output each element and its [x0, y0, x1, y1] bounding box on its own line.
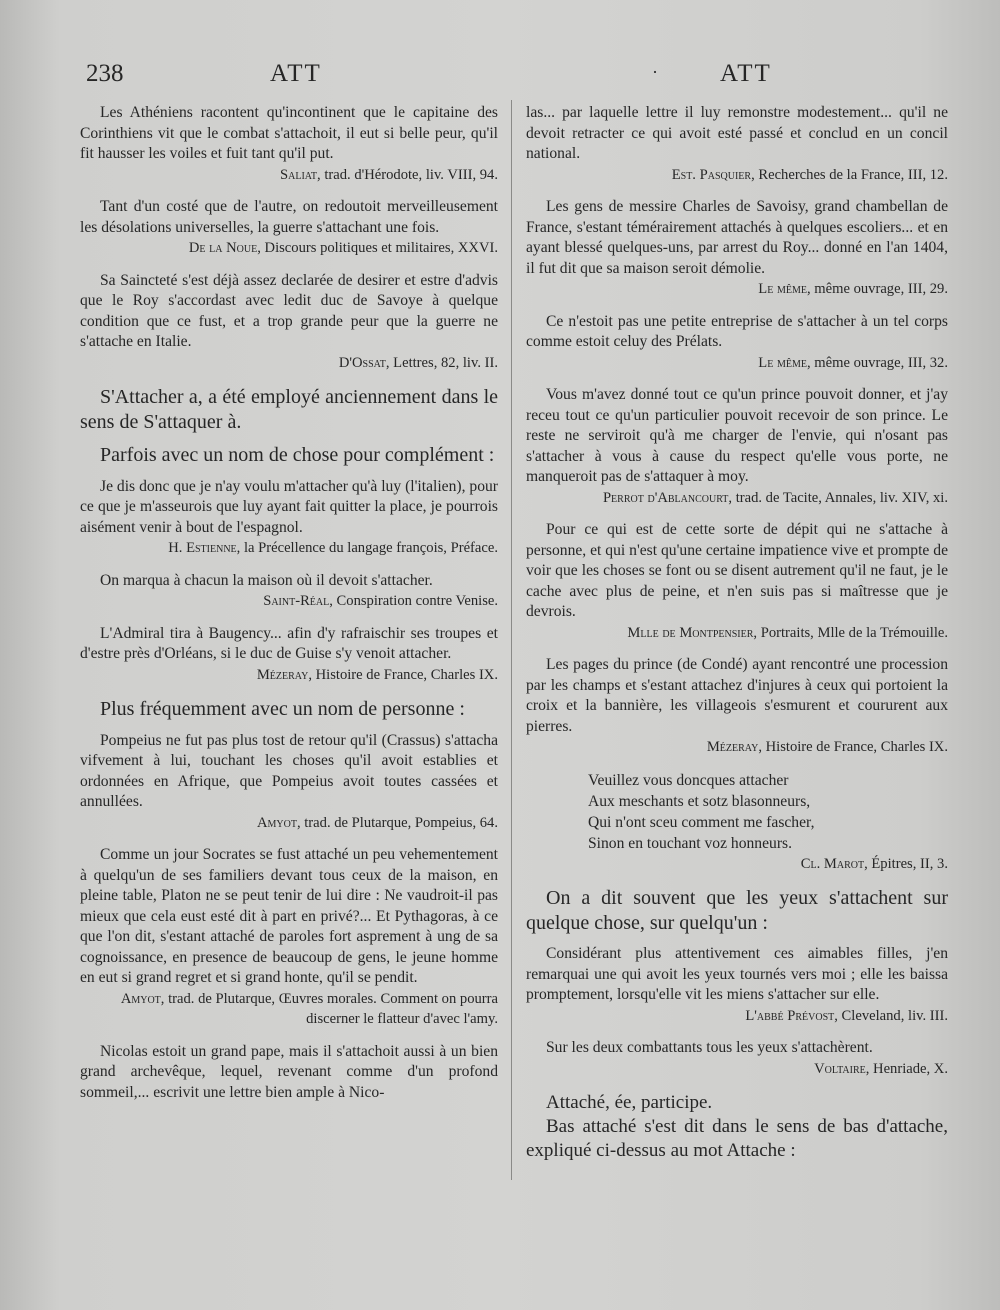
source-reference: , trad. de Plutarque, Œuvres morales. Comment on pourra discerner le flatteur d'avec l'amy.: [160, 990, 498, 1027]
citation-source: [80, 538, 498, 559]
usage-heading: Parfois avec un nom de chose pour complément :: [100, 444, 495, 466]
source-author: Le même: [758, 281, 807, 297]
citation-source: [526, 623, 948, 644]
usage-heading: On a dit souvent que les yeux s'attachent sur quelque chose, sur quelqu'un :: [526, 887, 948, 934]
citation-text: Considérant plus attentivement ces aimables filles, j'en remarquai une qui avoit les yeux tournés vers moi ; elle les baissa promptement, lorsqu'elle vit les miens s'attacher sur elle.: [526, 945, 948, 1003]
source-author: Mézeray: [256, 666, 309, 683]
source-author: Amyot: [120, 990, 161, 1007]
citation-text: On marqua à chacun la maison où il devoit s'attacher.: [100, 571, 433, 589]
citation-source: [80, 353, 498, 374]
source-author: Amyot: [256, 814, 297, 831]
citation-source: [526, 854, 948, 875]
source-author: D'Ossat: [338, 354, 386, 371]
running-header: [0, 60, 1000, 94]
source-author: Cl. Marot: [800, 855, 865, 872]
citation-text: Je dis donc que je n'ay voulu m'attacher qu'à luy (l'italien), pour ce que je m'asseurois que luy ayant fait quitter la place, je pourrois aisément venir à bout de l'espagnol.: [80, 477, 498, 536]
source-reference: , Histoire de France, Charles IX.: [758, 739, 948, 755]
source-reference: , même ouvrage, III, 29.: [806, 281, 948, 297]
left-running-head: ATT: [270, 60, 322, 87]
source-reference: , trad. d'Hérodote, liv. VIII, 94.: [317, 166, 498, 183]
citation-source: [80, 165, 498, 186]
right-running-head: ATT: [720, 60, 772, 87]
entry-text: Bas attaché s'est dit dans le sens de bas d'attache, expliqué ci-dessus au mot Attache :: [526, 1116, 948, 1161]
page-number: 238: [86, 60, 124, 87]
citation-text: Vous m'avez donné tout ce qu'un prince pouvoit donner, et j'ay receu tout ce qu'un particulier pouvoit recevoir de son prince. Le reste ne serviroit qu'à me charger de l'envie, qui n'osant pas s'attacher à vous à cause du respect qu'elle vous porte, ne manqueroit pas de s'attaquer à moy.: [526, 386, 948, 485]
source-reference: , trad. de Tacite, Annales, liv. XIV, xi.: [728, 489, 948, 506]
citation-source: [80, 665, 498, 686]
citation-text: Les pages du prince (de Condé) ayant rencontré une procession par les champs et s'estant attachez d'injures à ceux qui portoient la croix et la bannière, les villageois s'esmurent et coururent aux pierres.: [526, 656, 948, 735]
source-reference: , Conspiration contre Venise.: [329, 593, 498, 609]
source-author: Est. Pasquier: [671, 166, 752, 183]
source-author: Voltaire: [814, 1060, 866, 1077]
source-reference: , la Précellence du langage françois, Préface.: [236, 540, 498, 556]
citation-text: L'Admiral tira à Baugency... afin d'y rafraischir ses troupes et d'estre près d'Orléans, si le duc de Guise s'y venoit attacher.: [80, 624, 498, 662]
source-author: Perrot d'Ablancourt: [602, 489, 729, 506]
source-reference: , Portraits, Mlle de la Trémouille.: [753, 624, 948, 641]
citation-source: [526, 737, 948, 758]
citation-source: [526, 279, 948, 300]
source-reference: , Lettres, 82, liv. II.: [385, 354, 498, 371]
verse-line: Aux meschants et sotz blasonneurs,: [588, 792, 811, 810]
verse-line: Sinon en touchant voz honneurs.: [588, 834, 792, 852]
source-reference: , Épitres, II, 3.: [864, 855, 948, 872]
source-author: Mlle de Montpensier: [627, 624, 754, 641]
citation-text: Sa Saincteté s'est déjà assez declarée de desirer et estre d'advis que le Roy s'accordast avec ledit duc de Savoye à quelque condition que ce fust, et a trop grande peur que la guerre ne s'attache en Italie.: [80, 271, 498, 350]
citation-source: [80, 591, 498, 612]
source-author: Saliat: [280, 166, 318, 183]
citation-text: Pour ce qui est de cette sorte de dépit qui ne s'attache à personne, et qui n'est qu'une certaine impatience vive et prompte de voir que les choses se font ou se disent autrement qu'il ne faut, je le cache avec plus de peine, et n'en suis pas si maîtresse que je devrois.: [526, 521, 948, 620]
verse-line: Veuillez vous doncques attacher: [588, 771, 789, 789]
header-dot: ·: [652, 62, 658, 82]
verse-line: Qui n'ont sceu comment me fascher,: [588, 813, 815, 831]
citation-source: [526, 1006, 948, 1027]
source-reference: , Cleveland, liv. III.: [834, 1007, 948, 1024]
citation-text: Ce n'estoit pas une petite entreprise de s'attacher à un tel corps comme estoit celuy des Prélats.: [526, 312, 948, 350]
verse-quote: [588, 770, 948, 854]
source-author: De la Noue: [188, 240, 258, 256]
citation-text: Comme un jour Socrates se fust attaché un peu vehementement à quelqu'un de ses familiers devant tous ceux de la maison, en pleine table, Platon ne se peut tenir de lui dire : Ne vaudroit-il pas mieux que cela eust esté dit à part en privé?... Et Pythagoras, à ce que l'on dit, s'estant attaché de paroles fort asprement à ung de sa cognoissance, en presence de beaucoup de gens, le jeune homme en eut si grand regret et si grand honte, qu'il se pendit.: [80, 846, 498, 986]
source-author: L'abbé Prévost: [745, 1007, 835, 1024]
source-reference: , Histoire de France, Charles IX.: [308, 666, 498, 683]
source-reference: , Recherches de la France, III, 12.: [751, 166, 948, 183]
source-author: Mézeray: [706, 739, 759, 755]
citation-text: Nicolas estoit un grand pape, mais il s'attachoit aussi à un bien grand archevêque, lequel, revenant comme d'un profond sommeil,... escrivit une lettre bien ample à Nico-: [80, 1042, 498, 1101]
citation-text: Sur les deux combattants tous les yeux s'attachèrent.: [546, 1039, 873, 1056]
citation-text: Tant d'un costé que de l'autre, on redoutoit merveilleusement les désolations universelles, la guerre s'attachant une fois.: [80, 198, 498, 236]
source-reference: , Henriade, X.: [865, 1060, 948, 1077]
right-column: [526, 103, 948, 1163]
citation-text: Les gens de messire Charles de Savoisy, grand chambellan de France, s'estant témérairement attachés à quelques escoliers... et en ayant blessé quelques-uns, par arrest du Roy... donné en l'an 1404, il fut dit que sa maison seroit démolie.: [526, 198, 948, 277]
source-author: Saint-Réal: [263, 593, 330, 609]
source-reference: , trad. de Plutarque, Pompeius, 64.: [296, 814, 498, 831]
citation-source: [80, 238, 498, 259]
citation-source: [526, 488, 948, 509]
citation-source: [80, 989, 498, 1030]
column-divider: [511, 100, 512, 1180]
citation-text: Pompeius ne fut pas plus tost de retour qu'il (Crassus) s'attacha vifvement à lui, touchant les choses qu'il avoit establies et ordonnées en Afrique, que Pompeius avoit toutes cassées et annullées.: [80, 731, 498, 810]
source-author: H. Estienne: [168, 540, 237, 556]
source-reference: , Discours politiques et militaires, XXVI.: [257, 240, 498, 256]
source-reference: , même ouvrage, III, 32.: [806, 354, 948, 371]
citation-source: [526, 165, 948, 186]
citation-text: las... par laquelle lettre il luy remonstre modestement... qu'il ne devoit retracter ce qui avoit esté passé et conclud en un concil national.: [526, 104, 948, 162]
citation-source: [80, 813, 498, 834]
left-column: [80, 103, 498, 1103]
citation-source: [526, 1059, 948, 1080]
source-author: Le même: [758, 354, 807, 371]
usage-heading: S'Attacher a, a été employé anciennement dans le sens de S'attaquer à.: [80, 386, 498, 433]
usage-heading: Plus fréquemment avec un nom de personne :: [100, 698, 465, 720]
citation-source: [526, 353, 948, 374]
citation-text: Les Athéniens racontent qu'incontinent que le capitaine des Corinthiens vit que le combat s'attachoit, il eut si belle peur, qu'il fit hausser les voiles et fuit tant qu'il put.: [80, 104, 498, 162]
entry-text: Attaché, ée, participe.: [546, 1092, 713, 1113]
